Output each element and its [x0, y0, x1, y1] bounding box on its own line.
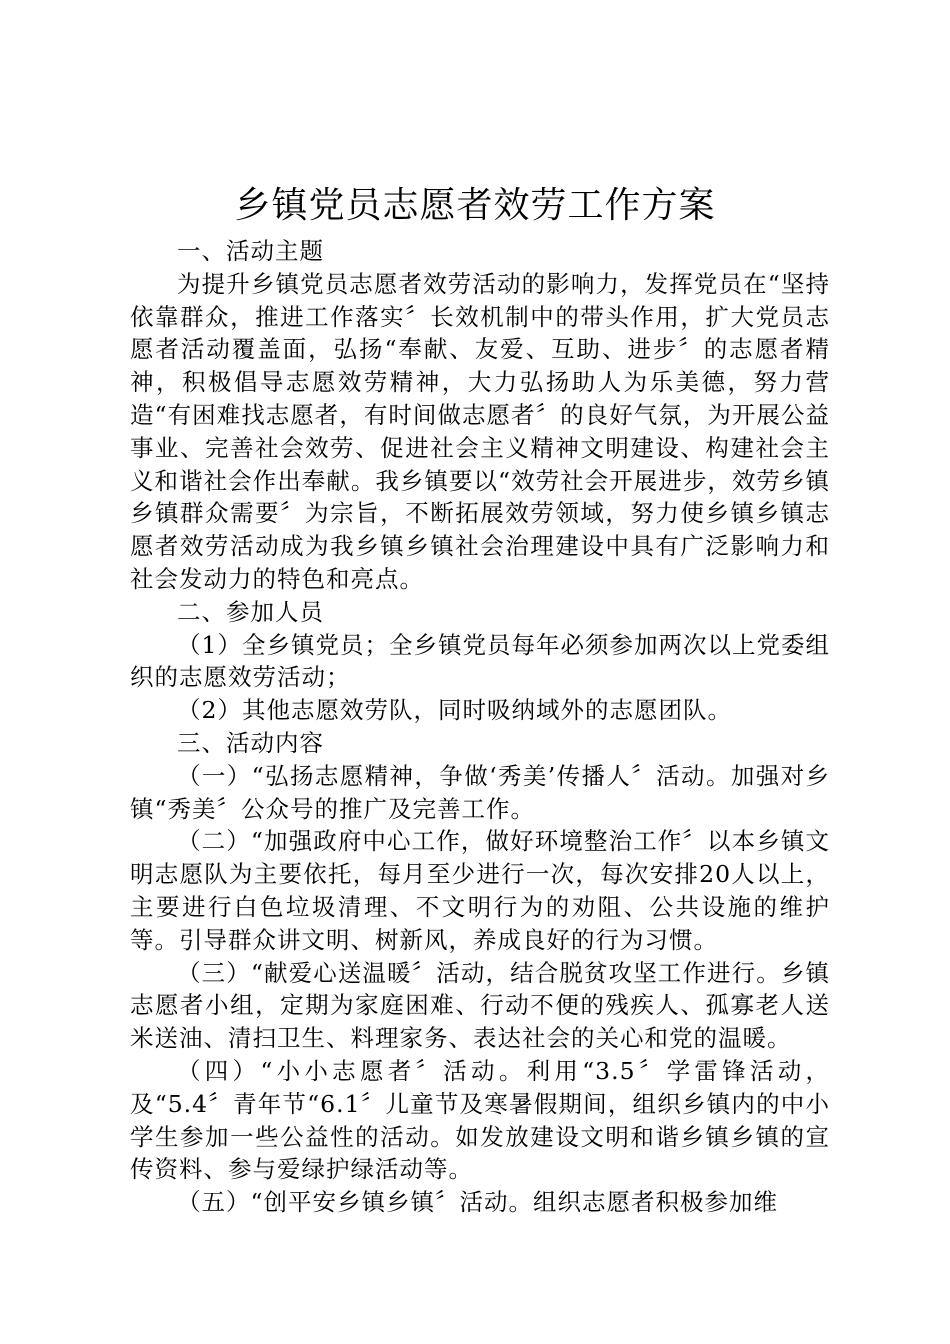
section-heading-participants: 二、参加人员: [177, 597, 324, 626]
section-heading-content: 三、活动内容: [177, 728, 324, 757]
paragraph-participants-2: （2）其他志愿效劳队，同时吸纳域外的志愿团队。: [177, 696, 732, 725]
paragraph-content-1: （一）“弘扬志愿精神，争做‘秀美’传播人〞活动。加强对乡镇“秀美〞公众号的推广及完善工作。: [130, 761, 830, 823]
document-body: [130, 235, 830, 1219]
paragraph-participants-1: （1）全乡镇党员；全乡镇党员每年必须参加两次以上党委组织的志愿效劳活动；: [130, 630, 830, 692]
paragraph-content-4: （四）“小小志愿者〞活动。利用“3.5〞学雷锋活动，及“5.4〞青年节“6.1〞儿童节及寒暑假期间，组织乡镇内的中小学生参加一些公益性的活动。如发放建设文明和谐乡镇乡镇的宣传资料、参与爱绿护绿活动等。: [130, 1056, 830, 1184]
document-title: 乡镇党员志愿者效劳工作方案: [234, 185, 716, 226]
paragraph-content-5: （五）“创平安乡镇乡镇〞活动。组织志愿者积极参加维: [177, 1188, 779, 1217]
paragraph-theme: 为提升乡镇党员志愿者效劳活动的影响力，发挥党员在“坚持依靠群众，推进工作落实〞长效机制中的带头作用，扩大党员志愿者活动覆盖面，弘扬“奉献、友爱、互助、进步〞的志愿者精神，积极倡导志愿效劳精神，大力弘扬助人为乐美德，努力营造“有困难找志愿者，有时间做志愿者〞的良好气氛，为开展公益事业、完善社会效劳、促进社会主义精神文明建设、构建社会主义和谐社会作出奉献。我乡镇要以“效劳社会开展进步，效劳乡镇乡镇群众需要〞为宗旨，不断拓展效劳领域，努力使乡镇乡镇志愿者效劳活动成为我乡镇乡镇社会治理建设中具有广泛影响力和社会发动力的特色和亮点。: [130, 269, 830, 593]
paragraph-content-2: （二）“加强政府中心工作，做好环境整治工作〞以本乡镇文明志愿队为主要依托，每月至少进行一次，每次安排20人以上，主要进行白色垃圾清理、不文明行为的劝阻、公共设施的维护等。引导群众讲文明、树新风，养成良好的行为习惯。: [130, 827, 830, 954]
section-heading-theme: 一、活动主题: [177, 237, 324, 265]
paragraph-content-3: （三）“献爱心送温暖〞活动，结合脱贫攻坚工作进行。乡镇志愿者小组，定期为家庭困难、行动不便的残疾人、孤寡老人送米送油、清扫卫生、料理家务、表达社会的关心和党的温暖。: [130, 958, 830, 1053]
